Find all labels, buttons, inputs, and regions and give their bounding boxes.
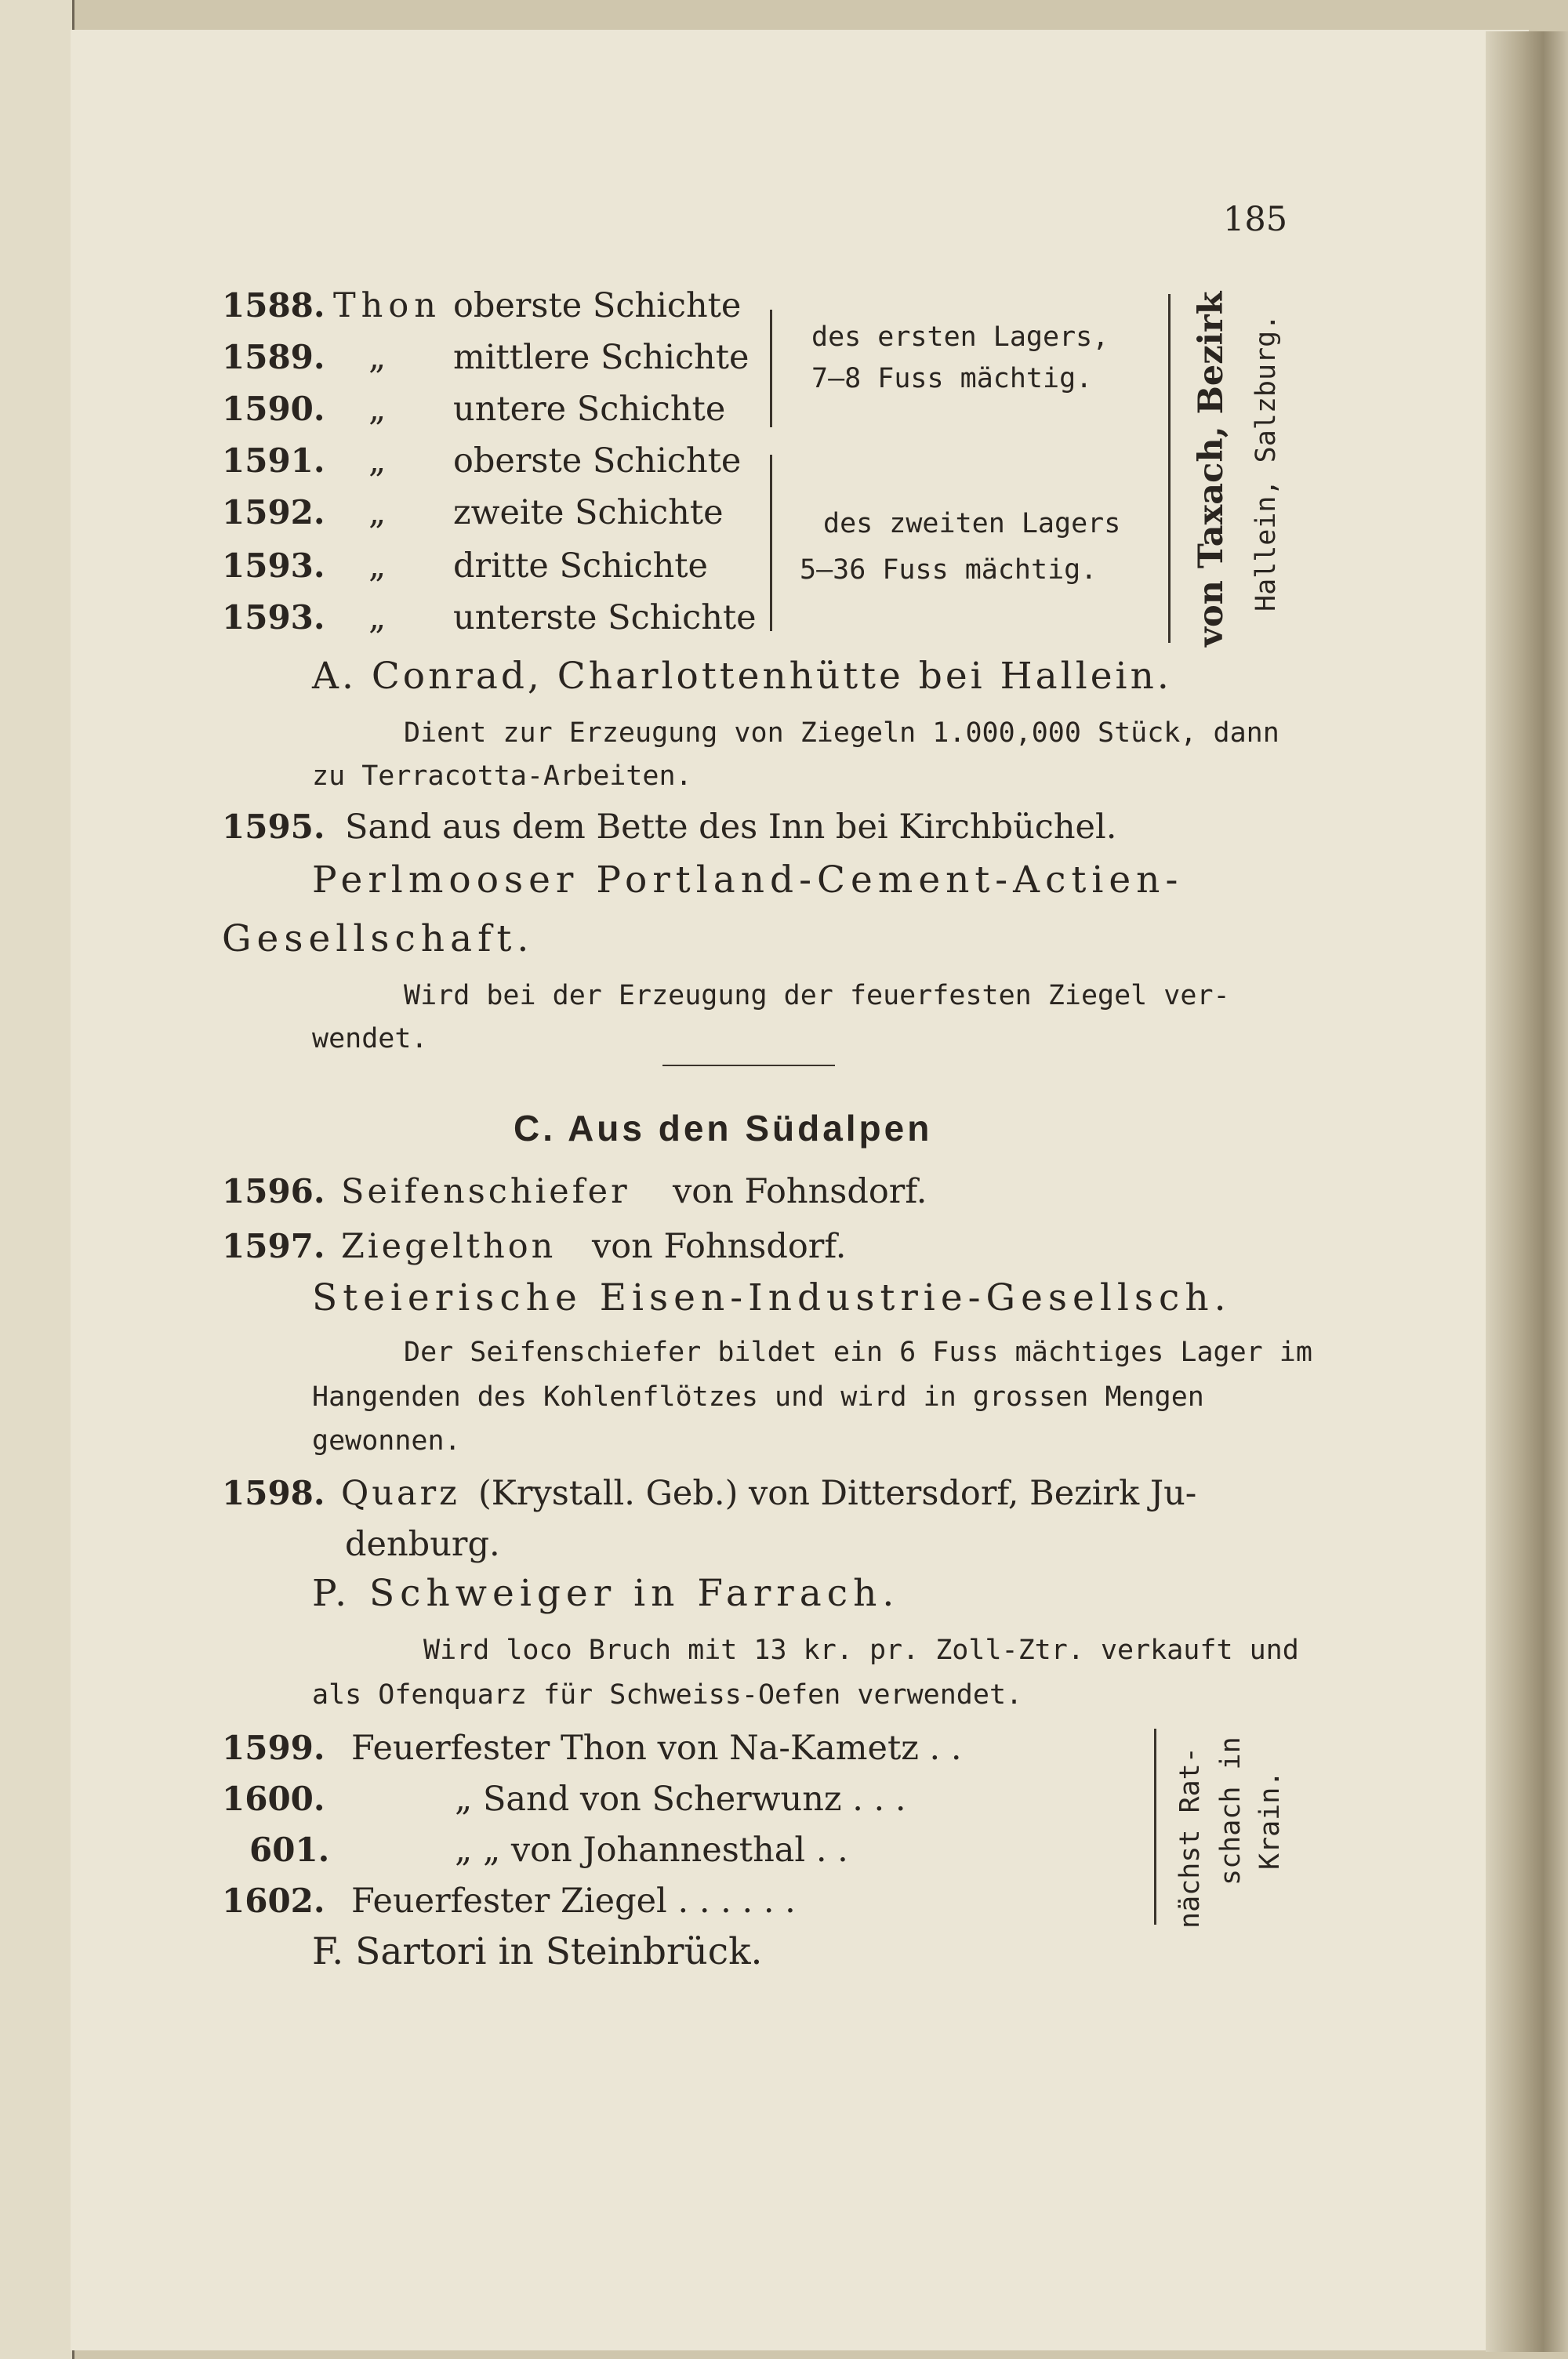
note-text: Der Seifenschiefer bildet ein 6 Fuss mächtiges Lager im (404, 1337, 1312, 1368)
entry-text: Sand aus dem Bette des Inn bei Kirchbüchel. (345, 808, 1117, 847)
exhibitor-heading: P. Schweiger in Farrach. (312, 1572, 900, 1615)
entry-desc: oberste Schichte (453, 441, 742, 481)
entry-name: „ (368, 546, 387, 586)
page-edge-shadow (1486, 31, 1568, 2352)
section-heading: C. Aus den Südalpen (514, 1108, 933, 1149)
side-note: von Taxach, Bezirk (1192, 291, 1231, 647)
note-text: gewonnen. (312, 1425, 461, 1457)
entry-desc: unterste Schichte (453, 598, 757, 637)
entry-number: 1593. (222, 598, 325, 637)
note-text: als Ofenquarz für Schweiss-Oefen verwendet. (312, 1679, 1023, 1711)
exhibitor-heading: Gesellschaft. (222, 917, 535, 960)
divider (662, 1065, 835, 1066)
entry-text: von Fohnsdorf. (673, 1172, 927, 1211)
entry-name: Ziegelthon (341, 1227, 557, 1266)
note-text: Wird bei der Erzeugung der feuerfesten Ziegel ver- (404, 980, 1230, 1011)
page-number: 185 (1223, 200, 1288, 239)
entry-text: von Fohnsdorf. (592, 1227, 847, 1266)
entry-name: „ (368, 338, 387, 377)
entry-desc: dritte Schichte (453, 546, 708, 586)
bracket-line (770, 455, 772, 631)
entry-desc: oberste Schichte (453, 286, 742, 325)
entry-name: Thon (333, 286, 441, 325)
bracket-line (770, 310, 772, 427)
entry-name: „ (368, 441, 387, 481)
bracket-note: des zweiten Lagers (823, 508, 1121, 539)
entry-number: 1600. (222, 1780, 325, 1818)
exhibitor-heading: Steierische Eisen-Industrie-Gesellsch. (312, 1276, 1232, 1319)
exhibitor-heading: A. Conrad, Charlottenhütte bei Hallein. (312, 655, 1172, 698)
note-text: zu Terracotta-Arbeiten. (312, 760, 692, 792)
entry-number: 1592. (222, 493, 325, 532)
side-note: schach in (1215, 1737, 1247, 1885)
entry-text: (Krystall. Geb.) von Dittersdorf, Bezirk Ju- (478, 1474, 1197, 1513)
entry-text: Feuerfester Thon von Na-Kametz . . (351, 1729, 962, 1768)
entry-number: 1597. (222, 1227, 325, 1265)
note-text: Hangenden des Kohlenflötzes und wird in grossen Mengen (312, 1381, 1204, 1413)
entry-name: Seifenschiefer (341, 1172, 630, 1211)
entry-number: 1599. (222, 1729, 325, 1767)
entry-name: „ (368, 390, 387, 429)
entry-number: 1590. (222, 390, 325, 428)
entry-text: denburg. (345, 1525, 500, 1564)
entry-desc: mittlere Schichte (453, 338, 750, 377)
side-note: Hallein, Salzburg. (1250, 314, 1282, 612)
bracket-line (1168, 294, 1171, 643)
note-text: wendet. (312, 1023, 428, 1054)
bracket-note: 5—36 Fuss mächtig. (800, 554, 1098, 586)
entry-number: 1598. (222, 1474, 325, 1512)
bracket-note: 7—8 Fuss mächtig. (811, 363, 1093, 394)
exhibitor-heading: F. Sartori in Steinbrück. (312, 1930, 763, 1973)
entry-number: 601. (249, 1831, 330, 1869)
entry-text: „ Sand von Scherwunz . . . (455, 1780, 906, 1819)
entry-number: 1602. (222, 1882, 325, 1920)
bracket-note: des ersten Lagers, (811, 321, 1109, 353)
entry-desc: untere Schichte (453, 390, 726, 429)
bracket-line (1154, 1729, 1156, 1925)
entry-number: 1589. (222, 338, 325, 376)
side-note: Krain. (1254, 1770, 1286, 1870)
note-text: Wird loco Bruch mit 13 kr. pr. Zoll-Ztr. verkauft und (423, 1635, 1299, 1666)
entry-number: 1596. (222, 1172, 325, 1210)
entry-number: 1591. (222, 441, 325, 480)
entry-number: 1595. (222, 808, 325, 846)
entry-text: „ „ von Johannesthal . . (455, 1831, 848, 1870)
entry-number: 1593. (222, 546, 325, 585)
entry-name: „ (368, 598, 387, 637)
exhibitor-heading: Perlmooser Portland-Cement-Actien- (312, 858, 1184, 902)
entry-number: 1588. (222, 286, 325, 325)
entry-desc: zweite Schichte (453, 493, 724, 532)
entry-name: „ (368, 493, 387, 532)
entry-text: Feuerfester Ziegel . . . . . . (351, 1882, 796, 1921)
left-page-margin (0, 0, 74, 2359)
side-note: nächst Rat- (1174, 1747, 1206, 1929)
note-text: Dient zur Erzeugung von Ziegeln 1.000,000 Stück, dann (404, 717, 1279, 749)
entry-name: Quarz (341, 1474, 460, 1513)
